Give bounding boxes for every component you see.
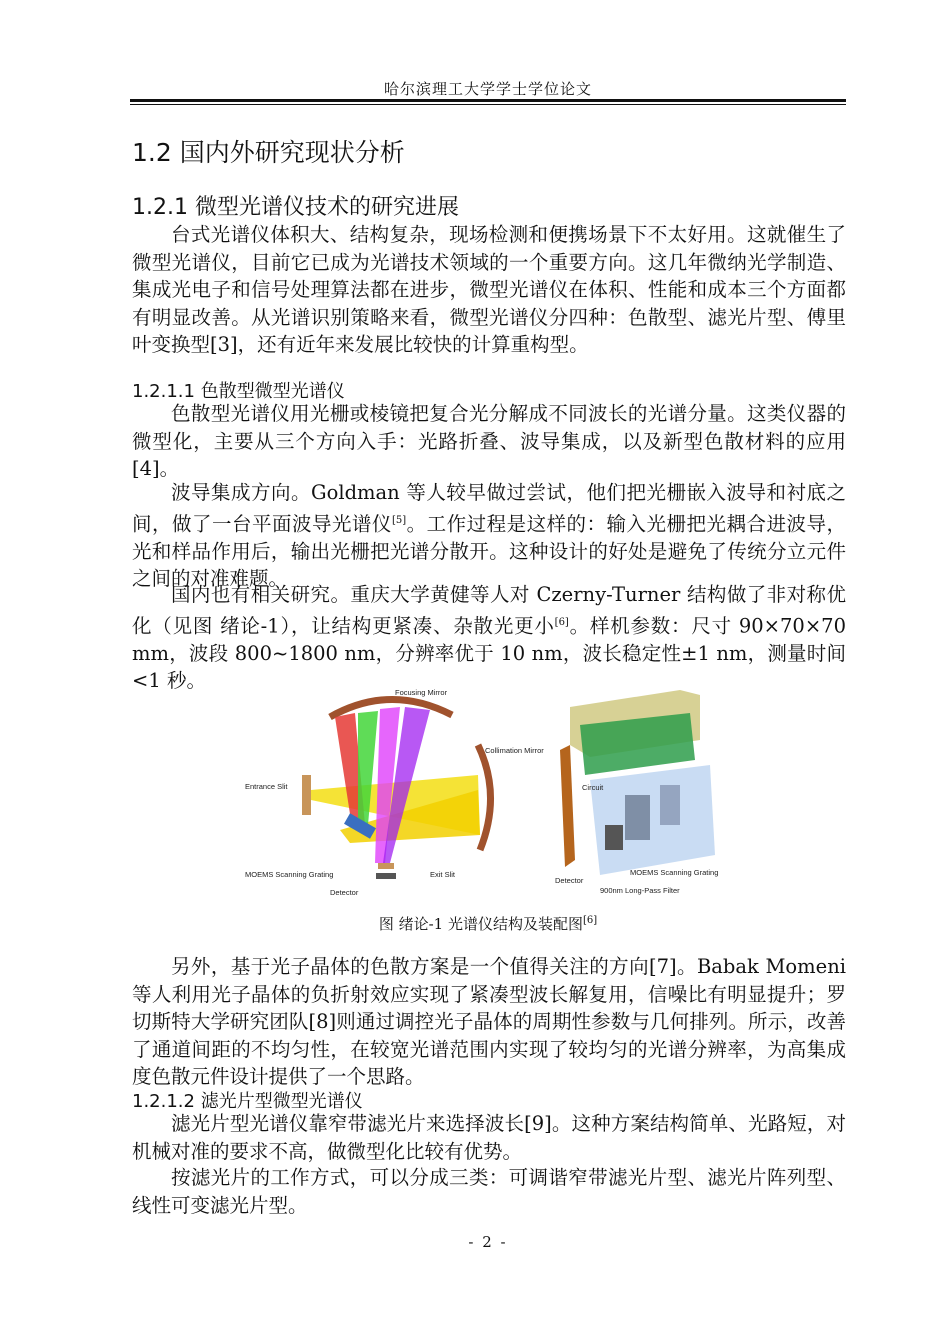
- header-rule-thin: [130, 104, 846, 105]
- label-focusing-mirror: Focusing Mirror: [395, 688, 448, 697]
- figure-caption-citation: [6]: [582, 915, 598, 926]
- label-moems-grating-2: MOEMS Scanning Grating: [630, 868, 719, 877]
- paragraph-waveguide-text-a: 波导集成方向。Goldman 等人较早做过尝试，他们把光栅嵌入波导和衬底之间，做了一台平面波导光谱仪: [132, 481, 846, 536]
- spectrometer-figure: [240, 685, 740, 905]
- label-exit-slit: Exit Slit: [430, 870, 456, 879]
- figure-caption-text: 图 绪论-1 光谱仪结构及装配图: [378, 915, 583, 933]
- subsection-heading: 1.2.1 微型光谱仪技术的研究进展: [132, 195, 459, 220]
- label-circuit: Circuit: [582, 783, 604, 792]
- paragraph-filter-types: 按滤光片的工作方式，可以分成三类：可调谐窄带滤光片型、滤光片阵列型、线性可变滤光片型。: [132, 1166, 846, 1217]
- entrance-slit-shape: [302, 775, 311, 815]
- subsubsection-heading-filter: 1.2.1.2 滤光片型微型光谱仪: [132, 1091, 363, 1112]
- paragraph-domestic-text-a: 国内也有相关研究。重庆大学黄健等人对 Czerny-Turner 结构做了非对称优化（见图 绪论-1），让结构更紧凑、杂散光更小: [132, 583, 846, 638]
- label-entrance-slit: Entrance Slit: [245, 782, 288, 791]
- citation-5: [5]: [391, 514, 407, 526]
- housing-shape: [590, 765, 715, 875]
- module-shape: [625, 795, 650, 840]
- side-panel-shape: [560, 745, 575, 867]
- paragraph-photonic-crystal: 另外，基于光子晶体的色散方案是一个值得关注的方向[7]。Babak Momeni 等人利用光子晶体的负折射效应实现了紧凑型波长解复用，信噪比有明显提升；罗切斯特大学研究团队[8]则通过调控光子晶体的周期性参数与几何排列。所示，改善了通道间距的不均匀性，在较宽光谱范围内实现了较均匀的光谱分辨率，为高集成度色散元件设计提供了一个思路。: [132, 955, 846, 1089]
- paragraph-intro: 台式光谱仪体积大、结构复杂，现场检测和便携场景下不太好用。这就催生了微型光谱仪，目前它已成为光谱技术领域的一个重要方向。这几年微纳光学制造、集成光电子和信号处理算法都在进步，微型光谱仪在体积、性能和成本三个方面都有明显改善。从光谱识别策略来看，微型光谱仪分四种：色散型、滤光片型、傅里叶变换型[3]，还有近年来发展比较快的计算重构型。: [132, 223, 846, 357]
- exit-slit-shape: [378, 863, 394, 869]
- header-rule-thick: [130, 99, 846, 102]
- detector-block-shape: [605, 825, 623, 850]
- page-number: - 2 -: [468, 1233, 508, 1251]
- subsubsection-heading-dispersive: 1.2.1.1 色散型微型光谱仪: [132, 381, 345, 402]
- paragraph-domestic-text-b: 。样机参数：尺寸 90×70×70 mm，波段 800~1800 nm，分辨率优于 10 nm，波长稳定性±1 nm，测量时间<1 秒。: [132, 614, 846, 693]
- label-detector-1: Detector: [330, 888, 359, 897]
- paragraph-dispersive: 色散型光谱仪用光栅或棱镜把复合光分解成不同波长的光谱分量。这类仪器的微型化，主要从三个方向入手：光路折叠、波导集成，以及新型色散材料的应用[4]。: [132, 402, 846, 481]
- running-header: 哈尔滨理工大学学士学位论文: [383, 80, 592, 98]
- paragraph-filter: 滤光片型光谱仪靠窄带滤光片来选择波长[9]。这种方案结构简单、光路短，对机械对准的要求不高，做微型化比较有优势。: [132, 1112, 846, 1163]
- detector-shape: [376, 873, 396, 879]
- module-shape-2: [660, 785, 680, 825]
- paragraph-waveguide-text-b: 。工作过程是这样的：输入光栅把光耦合进波导，光和样品作用后，输出光栅把光谱分散开。这种设计的好处是避免了传统分立元件之间的对准难题。: [132, 512, 846, 591]
- figure-caption: [130, 913, 846, 934]
- label-long-pass-filter: 900nm Long-Pass Filter: [600, 886, 680, 895]
- paragraph-waveguide: [132, 479, 846, 593]
- citation-6: [6]: [554, 616, 569, 628]
- label-moems-grating-1: MOEMS Scanning Grating: [245, 870, 334, 879]
- paragraph-domestic: [132, 581, 846, 695]
- label-detector-2: Detector: [555, 876, 584, 885]
- label-collimation-mirror: Collimation Mirror: [485, 746, 544, 755]
- section-heading: 1.2 国内外研究现状分析: [132, 138, 405, 167]
